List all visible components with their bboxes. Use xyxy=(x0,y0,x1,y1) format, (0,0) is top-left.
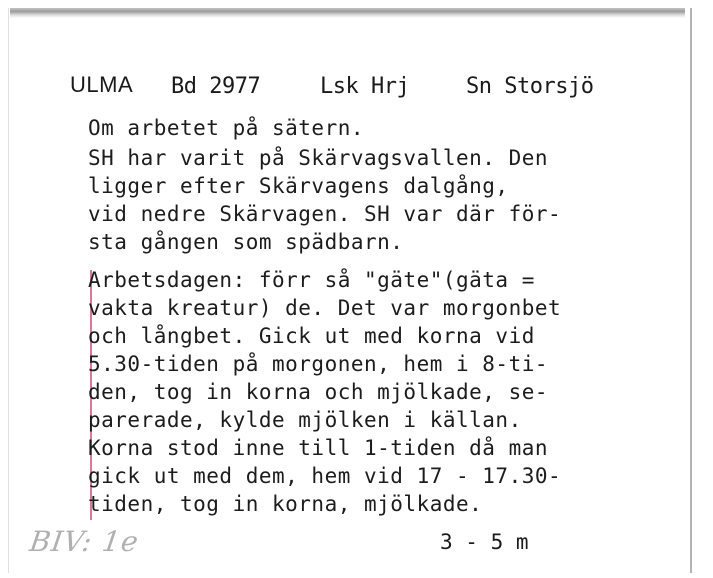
paragraph1-line: sta gången som spädbarn. xyxy=(88,230,404,254)
paragraph1-line: SH har varit på Skärvagsvallen. Den xyxy=(88,146,549,170)
parish-label: Sn Storsjö xyxy=(466,74,594,99)
paragraph1-line: vid nedre Skärvagen. SH var där för- xyxy=(88,202,562,226)
county-label: Lsk Hrj xyxy=(320,74,410,99)
paragraph2-line: Korna stod inne till 1-tiden då man xyxy=(88,436,549,460)
paragraph2-line: tiden, tog in korna, mjölkade. xyxy=(88,492,483,516)
card-top-edge xyxy=(10,8,685,18)
paragraph1-line: ligger efter Skärvagens dalgång, xyxy=(88,174,509,198)
card-left-edge xyxy=(8,8,9,573)
paragraph2-line: gick ut med dem, hem vid 17 - 17.30- xyxy=(88,464,562,488)
paragraph2-line: Arbetsdagen: förr så "gäte"(gäta = xyxy=(88,268,535,292)
card-title-line: Om arbetet på sätern. xyxy=(88,116,365,140)
paragraph2-line: och långbet. Gick ut med korna vid xyxy=(88,324,535,348)
collection-label: ULMA xyxy=(70,72,134,97)
archive-mark: BIV: 1e xyxy=(27,525,142,558)
paragraph2-line: vakta kreatur) de. Det var morgonbet xyxy=(88,296,562,320)
volume-label: Bd 2977 xyxy=(171,74,261,99)
paragraph2-line: parerade, kylde mjölken i källan. xyxy=(88,408,522,432)
footer-note: 3 - 5 m xyxy=(440,530,529,554)
paragraph2-line: den, tog in korna och mjölkade, se- xyxy=(88,380,549,404)
paragraph2-line: 5.30-tiden på morgonen, hem i 8-ti- xyxy=(88,352,549,376)
card-right-edge xyxy=(690,8,692,573)
